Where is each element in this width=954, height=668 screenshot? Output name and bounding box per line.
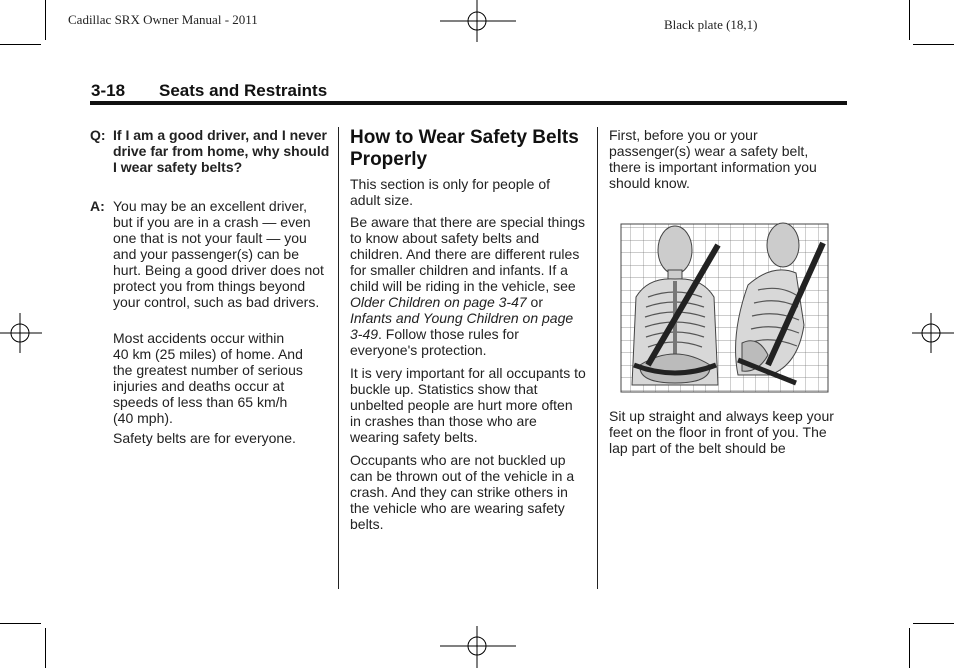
paragraph-3: It is very important for all occupants to buckle up. Statistics show that unbelted people are hurt more often in crashes than those who are wearing safety belts. xyxy=(350,365,586,445)
cross-reference-link[interactable]: Infants and Young Children on page 3-49 xyxy=(350,310,574,342)
page-number: 3-18 xyxy=(91,81,126,100)
section-rule xyxy=(90,101,847,105)
column-2 xyxy=(350,127,588,171)
column-divider xyxy=(338,127,339,589)
crop-mark xyxy=(0,44,41,45)
column-divider xyxy=(597,127,598,589)
safety-belt-illustration xyxy=(618,215,830,393)
intro-paragraph: First, before you or your passenger(s) wear a safety belt, there is important information you should know. xyxy=(609,127,817,191)
registration-mark-left xyxy=(0,313,42,353)
paragraph-2-end: . Follow those rules for everyone's protection. xyxy=(350,326,519,358)
crop-mark xyxy=(45,628,46,668)
subsection-heading: How to Wear Safety Belts Properly xyxy=(350,127,579,170)
crop-mark xyxy=(913,44,954,45)
paragraph xyxy=(350,452,588,532)
paragraph xyxy=(609,127,824,191)
crop-mark xyxy=(909,628,910,668)
paragraph-4: Occupants who are not buckled up can be thrown out of the vehicle in a crash. And they can strike others in the vehicle who are wearing safety belts. xyxy=(350,452,575,532)
manual-title: Cadillac SRX Owner Manual - 2011 xyxy=(68,12,258,27)
paragraph-2-or: or xyxy=(526,294,544,310)
crop-mark xyxy=(909,0,910,40)
answer-text: You may be an excellent driver, but if you are in a crash — even one that is not your fault — you and your passenger(s) can be hurt. Being a good driver does not protect you from things beyond your control, such as bad drivers. xyxy=(113,198,324,310)
cross-reference-link[interactable]: Older Children on page 3-47 xyxy=(350,294,527,310)
question-text: If I am a good driver, and I never drive far from home, why should I wear safety belts? xyxy=(113,127,330,175)
paragraph xyxy=(350,365,586,445)
question-block xyxy=(90,127,330,175)
registration-mark-right xyxy=(912,313,954,353)
answer-paragraph-3: Safety belts are for everyone. xyxy=(113,430,296,446)
registration-mark-top xyxy=(440,0,516,42)
paragraph xyxy=(350,214,588,358)
question-label: Q: xyxy=(90,127,106,143)
answer-block xyxy=(90,198,330,310)
plate-label: Black plate (18,1) xyxy=(664,17,758,32)
paragraph-1: This section is only for people of adult size. xyxy=(350,176,550,208)
paragraph-2 xyxy=(350,214,588,358)
paragraph-2-text: Be aware that there are special things to know about safety belts and children. And there are different rules for smaller children and infants. If a child will be riding in the vehicle, see xyxy=(350,214,586,294)
paragraph xyxy=(350,176,570,208)
answer-paragraph xyxy=(90,330,330,426)
crop-mark xyxy=(0,623,41,624)
section-header xyxy=(91,81,327,101)
crop-mark xyxy=(913,623,954,624)
posture-paragraph: Sit up straight and always keep your feet on the floor in front of you. The lap part of the belt should be xyxy=(609,408,834,456)
crop-mark xyxy=(45,0,46,40)
section-title: Seats and Restraints xyxy=(159,81,328,100)
registration-mark-bottom xyxy=(440,626,516,668)
answer-paragraph-2: Most accidents occur within 40 km (25 miles) of home. And the greatest number of serious injuries and deaths occur at speeds of less than 65 km/h (40 mph). xyxy=(113,330,303,426)
paragraph xyxy=(609,408,845,456)
answer-label: A: xyxy=(90,198,105,214)
answer-paragraph xyxy=(90,430,330,446)
